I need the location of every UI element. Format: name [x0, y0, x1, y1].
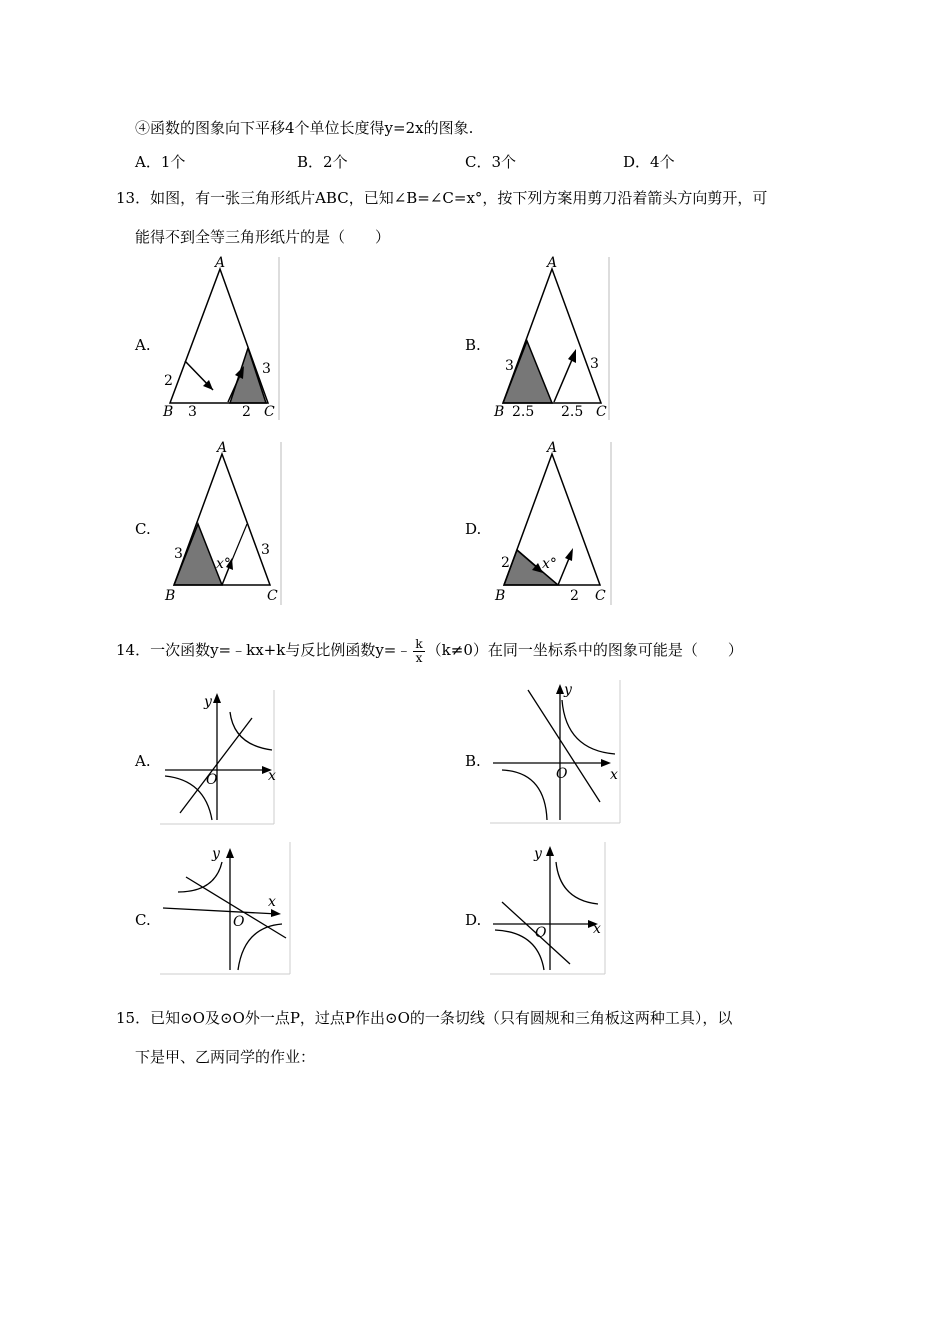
cut-arrow: [554, 355, 574, 402]
q13-option-a-label: A.: [135, 336, 151, 354]
left-side-length: 2: [501, 555, 510, 571]
arrow-head-icon: [601, 759, 611, 767]
arrow-head-icon: [556, 684, 564, 694]
cut-arrow-2: [558, 556, 570, 585]
y-axis-label: y: [204, 694, 212, 710]
hyperbola-branch: [502, 770, 547, 820]
left-side-length: 3: [505, 358, 514, 374]
q12-option-b: B．2个: [297, 153, 348, 171]
hyperbola-branch: [230, 712, 272, 750]
vertex-b: B: [163, 404, 174, 420]
x-axis-label: x: [593, 921, 601, 937]
linear-function-line: [528, 690, 600, 802]
q12-statement-4: ④函数的图象向下平移4个单位长度得y=2x的图象.: [135, 119, 474, 137]
q14-graph-a: [160, 690, 285, 825]
y-axis-label: y: [212, 846, 220, 862]
hyperbola-branch: [165, 776, 212, 820]
q14-option-a-label: A.: [135, 752, 151, 770]
q14-text-after: （k≠0）在同一坐标系中的图象可能是（ ）: [426, 641, 743, 659]
q12-option-d: D．4个: [623, 153, 675, 171]
origin-label: O: [233, 914, 245, 930]
q12-option-a: A．1个: [135, 153, 186, 171]
y-axis-label: y: [534, 846, 542, 862]
q15-stem-line2: 下是甲、乙两同学的作业：: [135, 1048, 316, 1066]
x-axis-label: x: [268, 894, 276, 910]
vertex-a: A: [547, 255, 558, 271]
q13-option-c-label: C.: [135, 520, 151, 538]
arrow-head-icon: [226, 848, 234, 858]
q12-option-c: C．3个: [465, 153, 517, 171]
q14-text-before: 14．一次函数y=﹣kx+k与反比例函数y=﹣: [116, 641, 412, 659]
fraction-numerator: k: [415, 636, 423, 651]
left-side-length: 3: [174, 546, 183, 562]
q13-stem-line2: 能得不到全等三角形纸片的是（ ）: [135, 228, 391, 246]
q14-fraction: [413, 638, 424, 665]
x-axis-label: x: [268, 768, 276, 784]
q13-option-b-label: B.: [465, 336, 481, 354]
y-axis-label: y: [564, 682, 572, 698]
right-side-length: 3: [262, 361, 271, 377]
right-side-length: 3: [590, 356, 599, 372]
hyperbola-branch: [178, 862, 222, 892]
vertex-a: A: [217, 440, 228, 456]
q14-stem: [116, 630, 743, 670]
vertex-c: C: [595, 588, 606, 604]
q13-figure-c: [160, 440, 285, 610]
hyperbola-branch: [562, 700, 615, 754]
hyperbola-branch: [556, 862, 598, 904]
arrow-head-icon: [213, 693, 221, 703]
cut-line: [230, 524, 247, 565]
base-left-length: 3: [188, 404, 197, 420]
q14-graph-b: [490, 680, 625, 825]
base-right-length: 2.5: [561, 404, 584, 420]
origin-label: O: [556, 766, 568, 782]
vertex-b: B: [495, 588, 506, 604]
x-axis: [163, 908, 278, 914]
fraction-denominator: x: [415, 650, 423, 665]
vertex-b: B: [494, 404, 505, 420]
left-side-length: 2: [164, 373, 173, 389]
q14-option-b-label: B.: [465, 752, 481, 770]
vertex-c: C: [596, 404, 607, 420]
origin-label: O: [206, 772, 218, 788]
angle-label: x°: [216, 556, 231, 572]
angle-label: x°: [542, 556, 557, 572]
x-axis-label: x: [610, 767, 618, 783]
base-right-length: 2: [242, 404, 251, 420]
right-side-length: 3: [261, 542, 270, 558]
vertex-c: C: [267, 588, 278, 604]
q13-figure-d: [490, 440, 615, 610]
arrow-head-icon: [568, 349, 576, 363]
arrow-head-icon: [235, 366, 244, 379]
base-right-length: 2: [570, 588, 579, 604]
vertex-b: B: [165, 588, 176, 604]
q13-figure-b: [490, 255, 615, 425]
q14-option-d-label: D.: [465, 911, 482, 929]
q15-stem-line1: 15．已知⊙O及⊙O外一点P，过点P作出⊙O的一条切线（只有圆规和三角板这两种工具），以: [116, 1009, 733, 1027]
base-left-length: 2.5: [512, 404, 535, 420]
q14-option-c-label: C.: [135, 911, 151, 929]
q13-figure-a: [160, 255, 285, 425]
vertex-a: A: [547, 440, 558, 456]
vertex-a: A: [215, 255, 226, 271]
q13-option-d-label: D.: [465, 520, 482, 538]
arrow-head-icon: [271, 909, 281, 917]
q14-graph-c: [160, 842, 295, 977]
linear-function-line: [180, 718, 252, 813]
shaded-triangle: [230, 348, 266, 403]
arrow-head-icon: [546, 846, 554, 856]
arrow-head-icon: [565, 548, 573, 561]
vertex-c: C: [264, 404, 275, 420]
origin-label: O: [535, 925, 547, 941]
q13-stem-line1: 13．如图，有一张三角形纸片ABC，已知∠B=∠C=x°，按下列方案用剪刀沿着箭头方向剪开，可: [116, 189, 768, 207]
q14-graph-d: [490, 842, 610, 977]
